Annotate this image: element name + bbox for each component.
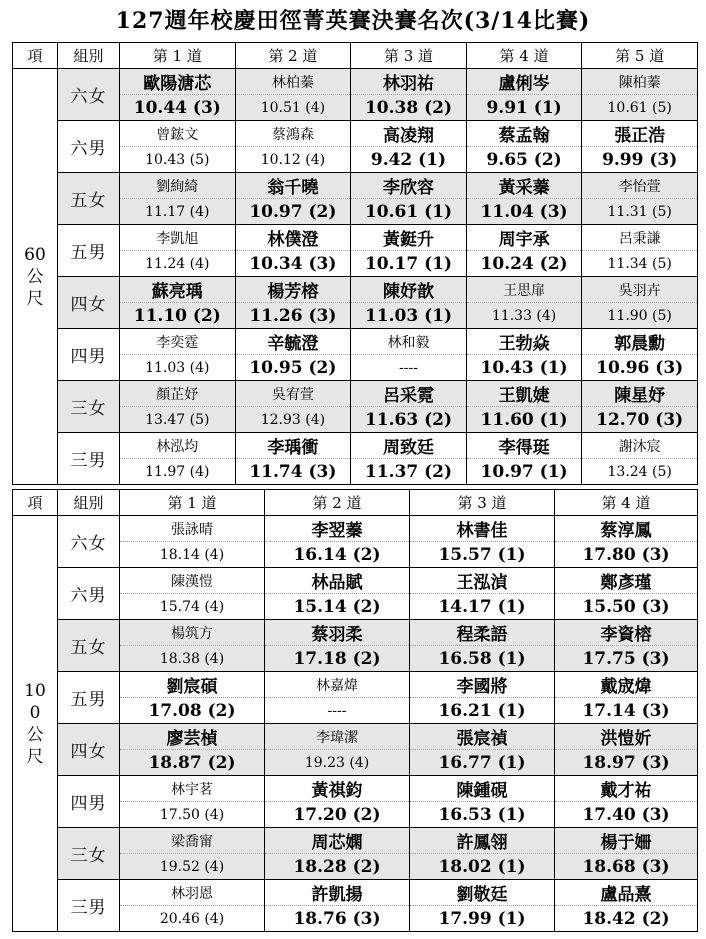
athlete-result: 12.70 (3): [582, 407, 698, 433]
athlete-result: 17.20 (2): [265, 802, 410, 828]
athlete-result: 15.50 (3): [555, 594, 698, 620]
page-title: 127週年校慶田徑菁英賽決賽名次(3/14比賽): [115, 8, 591, 34]
athlete-name: 林僕澄: [235, 225, 351, 251]
athlete-name: 林羽祐: [351, 69, 467, 95]
table-row: [13, 672, 698, 698]
athlete-name: 劉宸碩: [120, 672, 265, 698]
athlete-name: 陳漢愷: [120, 568, 265, 594]
header-group: 組別: [58, 43, 120, 69]
athlete-name: 李瑋潔: [265, 724, 410, 750]
athlete-result: 10.96 (3): [582, 355, 698, 381]
athlete-name: 周致廷: [351, 433, 467, 459]
athlete-name: 王思扉: [466, 277, 582, 303]
table-row: [13, 620, 698, 646]
athlete-result: 11.90 (5): [582, 303, 698, 329]
athlete-result: 16.58 (1): [410, 646, 555, 672]
table-row: [13, 121, 698, 147]
table-row: [13, 381, 698, 407]
athlete-result: 15.74 (4): [120, 594, 265, 620]
header-lane: 第 2 道: [235, 43, 351, 69]
athlete-name: 翁千曉: [235, 173, 351, 199]
athlete-name: 李凱旭: [120, 225, 236, 251]
athlete-name: 呂秉謙: [582, 225, 698, 251]
header-group: 組別: [58, 490, 120, 516]
table-row: [13, 568, 698, 594]
athlete-result: 18.28 (2): [265, 854, 410, 880]
athlete-result: 9.42 (1): [351, 147, 467, 173]
athlete-name: 洪愷妡: [555, 724, 698, 750]
athlete-result: ----: [265, 698, 410, 724]
athlete-name: 高凌翔: [351, 121, 467, 147]
athlete-result: 10.43 (1): [466, 355, 582, 381]
athlete-name: 蔡鴻森: [235, 121, 351, 147]
athlete-name: 楊于姍: [555, 828, 698, 854]
athlete-name: 林泓均: [120, 433, 236, 459]
athlete-result: 9.65 (2): [466, 147, 582, 173]
athlete-result: 13.24 (5): [582, 459, 698, 485]
athlete-result: 11.97 (4): [120, 459, 236, 485]
athlete-result: 17.75 (3): [555, 646, 698, 672]
athlete-result: 11.31 (5): [582, 199, 698, 225]
athlete-result: 18.76 (3): [265, 906, 410, 932]
athlete-result: 10.95 (2): [235, 355, 351, 381]
header-lane: 第 4 道: [555, 490, 698, 516]
athlete-name: 林宇茗: [120, 776, 265, 802]
group-label: 六男: [58, 121, 120, 173]
athlete-name: 陳柏蓁: [582, 69, 698, 95]
athlete-result: 18.68 (3): [555, 854, 698, 880]
athlete-result: 10.17 (1): [351, 251, 467, 277]
athlete-name: 王凱婕: [466, 381, 582, 407]
athlete-name: 吳羽卉: [582, 277, 698, 303]
athlete-name: 李翌蓁: [265, 516, 410, 542]
group-label: 三女: [58, 381, 120, 433]
athlete-result: 14.17 (1): [410, 594, 555, 620]
athlete-name: 林和毅: [351, 329, 467, 355]
header-item: 項: [13, 43, 58, 69]
athlete-name: 王勃焱: [466, 329, 582, 355]
athlete-result: 11.37 (2): [351, 459, 467, 485]
table-row: [13, 828, 698, 854]
athlete-name: 黃鋌升: [351, 225, 467, 251]
header-lane: 第 4 道: [466, 43, 582, 69]
athlete-name: 梁喬甯: [120, 828, 265, 854]
athlete-name: 王泓湞: [410, 568, 555, 594]
athlete-result: 10.61 (5): [582, 95, 698, 121]
athlete-name: 李國將: [410, 672, 555, 698]
athlete-name: 辛毓澄: [235, 329, 351, 355]
table-row: [13, 329, 698, 355]
athlete-name: 林柏蓁: [235, 69, 351, 95]
results-body: [13, 516, 698, 932]
athlete-name: 李奕霆: [120, 329, 236, 355]
athlete-name: 許鳳翎: [410, 828, 555, 854]
athlete-result: 10.38 (2): [351, 95, 467, 121]
athlete-result: 15.14 (2): [265, 594, 410, 620]
athlete-name: 黃采蓁: [466, 173, 582, 199]
athlete-result: 11.74 (3): [235, 459, 351, 485]
header-lane: 第 2 道: [265, 490, 410, 516]
athlete-name: 盧俐岑: [466, 69, 582, 95]
athlete-name: 劉絢綺: [120, 173, 236, 199]
athlete-name: 顏芷妤: [120, 381, 236, 407]
athlete-result: 20.46 (4): [120, 906, 265, 932]
header-item: 項: [13, 490, 58, 516]
athlete-result: 17.99 (1): [410, 906, 555, 932]
table-row: [13, 173, 698, 199]
athlete-name: 劉敬廷: [410, 880, 555, 906]
athlete-result: 10.44 (3): [120, 95, 236, 121]
table-row: [13, 724, 698, 750]
group-label: 五男: [58, 672, 120, 724]
athlete-result: 13.47 (5): [120, 407, 236, 433]
athlete-result: 10.97 (2): [235, 199, 351, 225]
athlete-name: 林羽恩: [120, 880, 265, 906]
athlete-name: 李怡萱: [582, 173, 698, 199]
athlete-name: 程柔語: [410, 620, 555, 646]
athlete-name: 吳宥萱: [235, 381, 351, 407]
athlete-name: 楊芳榕: [235, 277, 351, 303]
group-label: 三女: [58, 828, 120, 880]
athlete-result: 16.21 (1): [410, 698, 555, 724]
athlete-name: 林嘉煒: [265, 672, 410, 698]
athlete-result: 9.91 (1): [466, 95, 582, 121]
athlete-name: 蘇亮瑀: [120, 277, 236, 303]
table-60m: [12, 42, 698, 485]
athlete-name: 陳妤歆: [351, 277, 467, 303]
header-lane: 第 5 道: [582, 43, 698, 69]
athlete-name: 李瑀衝: [235, 433, 351, 459]
athlete-result: 18.87 (2): [120, 750, 265, 776]
athlete-name: 呂采霓: [351, 381, 467, 407]
athlete-result: 11.60 (1): [466, 407, 582, 433]
athlete-result: 18.42 (2): [555, 906, 698, 932]
athlete-result: 17.18 (2): [265, 646, 410, 672]
header-lane: 第 3 道: [351, 43, 467, 69]
header-lane: 第 1 道: [120, 490, 265, 516]
table-100m: [12, 489, 698, 932]
athlete-result: 17.08 (2): [120, 698, 265, 724]
athlete-result: 11.17 (4): [120, 199, 236, 225]
athlete-name: 歐陽溏芯: [120, 69, 236, 95]
athlete-result: 18.97 (3): [555, 750, 698, 776]
athlete-result: 16.53 (1): [410, 802, 555, 828]
athlete-result: 19.23 (4): [265, 750, 410, 776]
athlete-result: 10.34 (3): [235, 251, 351, 277]
athlete-name: 戴才祐: [555, 776, 698, 802]
athlete-name: 許凱揚: [265, 880, 410, 906]
athlete-name: 李得珽: [466, 433, 582, 459]
athlete-result: 17.80 (3): [555, 542, 698, 568]
athlete-result: 9.99 (3): [582, 147, 698, 173]
table-row: [13, 516, 698, 542]
athlete-result: 17.40 (3): [555, 802, 698, 828]
athlete-result: 19.52 (4): [120, 854, 265, 880]
athlete-result: 10.24 (2): [466, 251, 582, 277]
athlete-result: 10.51 (4): [235, 95, 351, 121]
group-label: 四男: [58, 329, 120, 381]
athlete-result: 16.77 (1): [410, 750, 555, 776]
athlete-result: 15.57 (1): [410, 542, 555, 568]
athlete-result: 11.26 (3): [235, 303, 351, 329]
athlete-result: 11.24 (4): [120, 251, 236, 277]
athlete-name: 李欣容: [351, 173, 467, 199]
athlete-result: 18.02 (1): [410, 854, 555, 880]
event-label: 100公尺: [13, 516, 58, 932]
group-label: 六女: [58, 516, 120, 568]
athlete-result: 12.93 (4): [235, 407, 351, 433]
athlete-name: 陳星妤: [582, 381, 698, 407]
athlete-name: 張詠晴: [120, 516, 265, 542]
group-label: 四女: [58, 277, 120, 329]
athlete-result: 10.12 (4): [235, 147, 351, 173]
event-label: 60公尺: [13, 69, 58, 485]
athlete-name: 張正浩: [582, 121, 698, 147]
athlete-result: 11.04 (3): [466, 199, 582, 225]
athlete-name: 蔡羽柔: [265, 620, 410, 646]
athlete-result: ----: [351, 355, 467, 381]
athlete-name: 張宸禎: [410, 724, 555, 750]
athlete-result: 11.03 (1): [351, 303, 467, 329]
header-lane: 第 3 道: [410, 490, 555, 516]
athlete-result: 11.63 (2): [351, 407, 467, 433]
athlete-result: 17.50 (4): [120, 802, 265, 828]
athlete-result: 10.43 (5): [120, 147, 236, 173]
athlete-name: 楊筑方: [120, 620, 265, 646]
table-row: [13, 225, 698, 251]
group-label: 三男: [58, 433, 120, 485]
athlete-name: 蔡孟翰: [466, 121, 582, 147]
athlete-result: 11.33 (4): [466, 303, 582, 329]
group-label: 四男: [58, 776, 120, 828]
athlete-name: 黃祺鈞: [265, 776, 410, 802]
athlete-result: 18.38 (4): [120, 646, 265, 672]
athlete-result: 11.34 (5): [582, 251, 698, 277]
athlete-name: 周芯嫻: [265, 828, 410, 854]
athlete-name: 蔡淳鳳: [555, 516, 698, 542]
header-lane: 第 1 道: [120, 43, 236, 69]
athlete-result: 18.14 (4): [120, 542, 265, 568]
table-row: [13, 433, 698, 459]
group-label: 五女: [58, 173, 120, 225]
group-label: 四女: [58, 724, 120, 776]
athlete-result: 11.10 (2): [120, 303, 236, 329]
athlete-result: 10.61 (1): [351, 199, 467, 225]
group-label: 五男: [58, 225, 120, 277]
table-row: [13, 776, 698, 802]
athlete-name: 盧品熹: [555, 880, 698, 906]
athlete-name: 周宇承: [466, 225, 582, 251]
group-label: 三男: [58, 880, 120, 932]
athlete-result: 10.97 (1): [466, 459, 582, 485]
athlete-name: 戴宬煒: [555, 672, 698, 698]
table-row: [13, 277, 698, 303]
athlete-name: 陳鍾硯: [410, 776, 555, 802]
group-label: 六男: [58, 568, 120, 620]
table-row: [13, 880, 698, 906]
athlete-name: 林書佳: [410, 516, 555, 542]
athlete-name: 李資榕: [555, 620, 698, 646]
athlete-result: 11.03 (4): [120, 355, 236, 381]
table-row: [13, 69, 698, 95]
athlete-name: 曾鋐文: [120, 121, 236, 147]
athlete-name: 郭晨勳: [582, 329, 698, 355]
athlete-result: 17.14 (3): [555, 698, 698, 724]
athlete-name: 廖芸楨: [120, 724, 265, 750]
group-label: 五女: [58, 620, 120, 672]
header-row: [13, 43, 698, 69]
results-body: [13, 69, 698, 485]
athlete-name: 鄭彥瑾: [555, 568, 698, 594]
header-row: [13, 490, 698, 516]
athlete-name: 林品賦: [265, 568, 410, 594]
group-label: 六女: [58, 69, 120, 121]
athlete-result: 16.14 (2): [265, 542, 410, 568]
athlete-name: 謝沐宸: [582, 433, 698, 459]
